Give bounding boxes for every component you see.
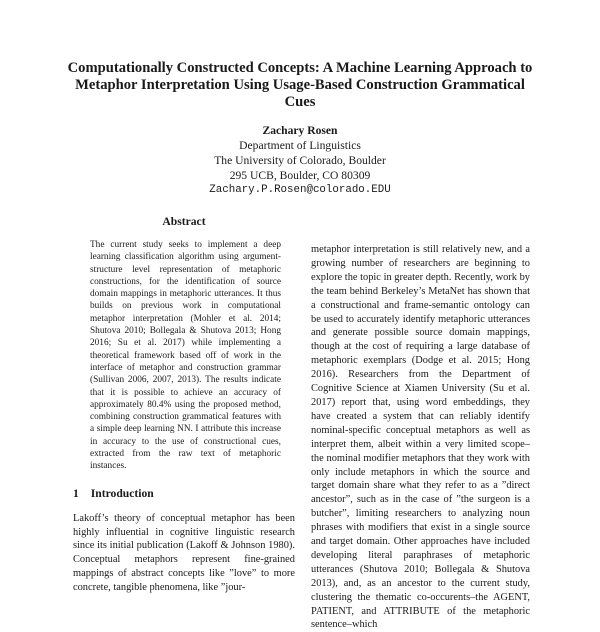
author-email[interactable]: Zachary.P.Rosen@colorado.EDU	[209, 184, 391, 196]
section-heading-introduction	[73, 487, 295, 501]
right-column	[311, 243, 530, 632]
paper-title: Computationally Constructed Concepts: A Machine Learning Approach to Metaphor Interpretation Using Usage-Based Construction Grammatical Cues	[67, 60, 533, 110]
right-column-body: metaphor interpretation is still relatively new, and a growing number of researchers are beginning to explore the topic in greater depth. Recently, work by the team behind Berkeley’s MetaNet has shown that a constructional and frame-semantic ontology can be used to accurately identify metaphoric utterances and generate possible source domain mappings, though at the cost of requiring a large database of metaphoric exemplars (Dodge et al. 2015; Hong 2016). Researchers from the Department of Cognitive Science at Xiamen University (Su et al. 2017) report that, using word embeddings, they have created a system that can reliably identify nominal-specific conceptual metaphors as well as interpret them, albeit within a very limited scope–the nominal modifier metaphors that they work with only include metaphors in which the source and target domain share what they refer to as a ”direct ancestor”, such as in the case of ”the surgeon is a butcher”, limiting researchers to analyzing noun phrases with modifiers that exist in a single source and target domain. Other approaches have included developing literal paraphrases of metaphoric utterances (Shutova 2010; Bollegala & Shutova 2013), and, as an ancestor to the current study, clustering the thematic co-occurents–the AGENT, PATIENT, and ATTRIBUTE of the metaphoric sentence–which	[311, 244, 530, 631]
author-name: Zachary Rosen	[262, 124, 338, 137]
section-number: 1	[73, 486, 79, 500]
author-department: Department of Linguistics	[239, 139, 361, 152]
left-column	[73, 215, 295, 595]
author-university: The University of Colorado, Boulder	[214, 154, 386, 167]
introduction-body: Lakoff’s theory of conceptual metaphor has been highly influential in cognitive linguistic research since its initial publication (Lakoff & Johnson 1980). Conceptual metaphors represent fine-grained mappings of abstract concepts like ”love” to more concrete, tangible phenomena, like ”jour-	[73, 512, 295, 594]
abstract-heading: Abstract	[162, 215, 206, 228]
author-address: 295 UCB, Boulder, CO 80309	[229, 169, 371, 182]
author-block	[60, 123, 540, 198]
section-title: Introduction	[90, 486, 154, 500]
abstract-body: The current study seeks to implement a deep learning classification algorithm using argument-structure level representation of metaphoric constructions, for the identification of source domain mappings in metaphoric utterances. It thus builds on previous work in computational metaphor interpretation (Mohler et al. 2014; Shutova 2010; Bollegala & Shutova 2013; Hong 2016; Su et al. 2017) while implementing a theoretical framework based off of work in the interface of metaphor and construction grammar (Sullivan 2006, 2007, 2013). The results indicate that it is possible to achieve an accuracy of approximately 80.4% using the proposed method, combining construction grammatical features with a simple deep learning NN. I attribute this increase in accuracy to the use of constructional cues, extracted from the raw text of metaphoric instances.	[90, 240, 281, 472]
